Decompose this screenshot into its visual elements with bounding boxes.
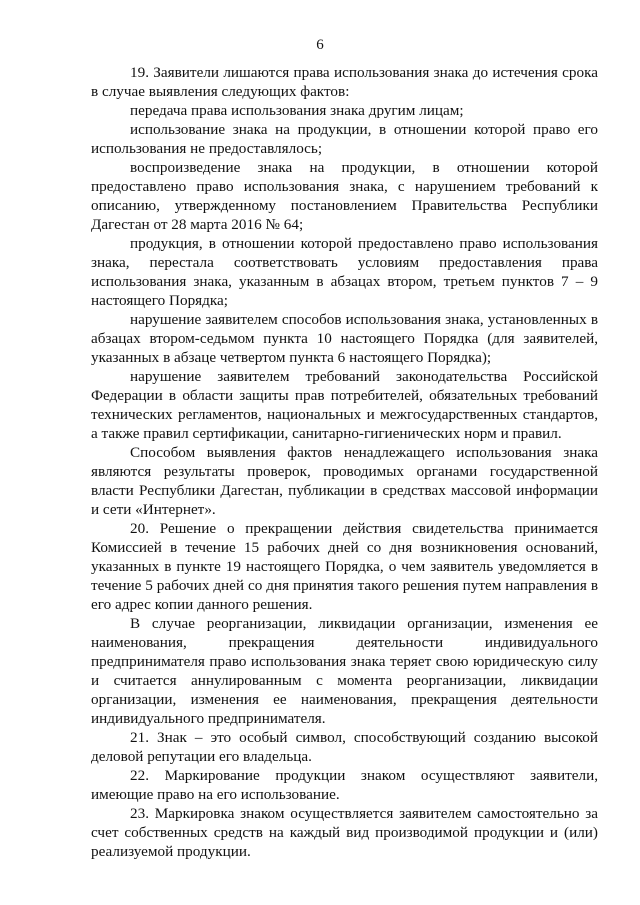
- paragraph-23: 23. Маркировка знаком осуществляется заявителем самостоятельно за счет собственных средств на каждый вид производимой продукции и (или) реализуемой продукции.: [91, 805, 598, 860]
- paragraph-22: 22. Маркирование продукции знаком осуществляют заявители, имеющие право на его использование.: [91, 767, 598, 803]
- page-number: 6: [316, 37, 324, 53]
- paragraph-19-intro: 19. Заявители лишаются права использования знака до истечения срока в случае выявления следующих фактов:: [91, 64, 598, 100]
- paragraph-19-item-transfer: передача права использования знака другим лицам;: [130, 102, 464, 119]
- paragraph-20-reorganization: В случае реорганизации, ликвидации организации, изменения ее наименования, прекращения деятельности индивидуального предпринимателя право использования знака теряет свою юридическую силу и считается аннулированным с момента реорганизации, ликвидации организации, изменения ее наименования, прекращения деятельности индивидуального предпринимателя.: [91, 615, 598, 727]
- paragraph-19-item-method-violation: нарушение заявителем способов использования знака, установленных в абзацах втором-седьмом пункта 10 настоящего Порядка (для заявителей, указанных в абзаце четвертом пункта 6 настоящего Порядка);: [91, 311, 598, 366]
- paragraph-19-detection-method: Способом выявления фактов ненадлежащего использования знака являются результаты проверок, проводимых органами государственной власти Республики Дагестан, публикации в средствах массовой информации и сети «Интернет».: [91, 444, 598, 518]
- paragraph-21: 21. Знак – это особый символ, способствующий созданию высокой деловой репутации его владельца.: [91, 729, 598, 765]
- paragraph-19-item-law-violation: нарушение заявителем требований законодательства Российской Федерации в области защиты прав потребителей, обязательных требований технических регламентов, национальных и межгосударственных стандартов, а также правил сертификации, санитарно-гигиенических норм и правил.: [91, 368, 598, 442]
- paragraph-20: 20. Решение о прекращении действия свидетельства принимается Комиссией в течение 15 рабочих дней со дня возникновения оснований, указанных в пункте 19 настоящего Порядка, о чем заявитель уведомляется в течение 5 рабочих дней со дня принятия такого решения путем направления в его адрес копии данного решения.: [91, 520, 598, 613]
- document-body: [91, 63, 598, 861]
- paragraph-19-item-nonconformity: продукция, в отношении которой предоставлено право использования знака, перестала соответствовать условиям предоставления права использования знака, указанным в абзацах втором, третьем пунктов 7 – 9 настоящего Порядка;: [91, 235, 598, 309]
- paragraph-19-item-unauthorized-use: использование знака на продукции, в отношении которой право его использования не предоставлялось;: [91, 121, 598, 157]
- paragraph-19-item-reproduction: воспроизведение знака на продукции, в отношении которой предоставлено право использования знака, с нарушением требований к описанию, утвержденному постановлением Правительства Республики Дагестан от 28 марта 2016 № 64;: [91, 159, 598, 233]
